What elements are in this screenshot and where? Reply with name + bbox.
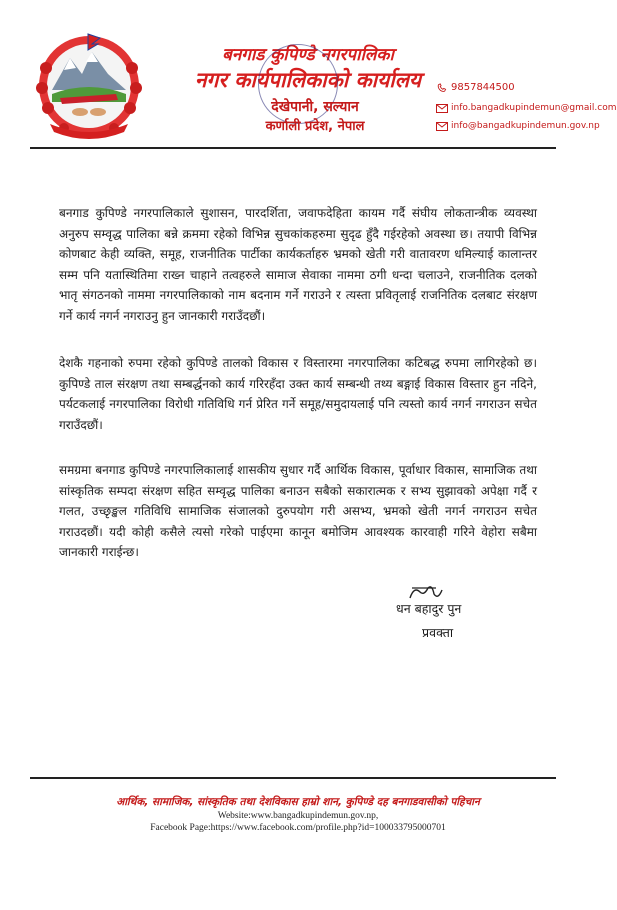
footer-divider [30,777,556,779]
phone-contact [436,82,515,93]
email-icon [436,122,448,131]
footer-slogan: आर्थिक, सामाजिक, सांस्कृतिक तथा देशविकास हाम्रो शान, कुपिण्डे दह बनगाडवासीको पहिचान [116,796,480,808]
body-paragraph-2: देशकै गहनाको रुपमा रहेको कुपिण्डे तालको विकास र विस्तारमा नगरपालिका कटिबद्ध रुपमा लागिरहेको छ। कुपिण्डे ताल संरक्षण तथा सम्बर्द्धनको कार्य गरिरहँदा उक्त कार्य सम्बन्धी तथ्य बङ्गाई विकास विस्तार हुन नदिने, पर्यटकलाई नगरपालिका विरोधी गतिविधि गर्न प्रेरित गर्ने समूह/समुदायलाई पनि त्यस्तो कार्य नगर्न नगराउन सचेत गराउँदछौं। [59,356,537,432]
header-divider [30,147,556,149]
office-location: देखेपानी, सल्यान [271,99,359,115]
municipality-name: बनगाड कुपिण्डे नगरपालिका [222,45,394,65]
email-address-gmail[interactable]: info.bangadkupindemun@gmail.com [451,103,617,113]
email-contact-official[interactable] [436,121,600,131]
signatory-role: प्रवक्ता [422,625,454,640]
phone-icon [436,83,448,92]
footer-facebook[interactable]: Facebook Page:https://www.facebook.com/profile.php?id=100033795000701 [150,823,446,833]
email-icon [436,104,448,113]
email-contact-gmail[interactable] [436,103,617,113]
body-paragraph-3: समग्रमा बनगाड कुपिण्डे नगरपालिकालाई शासकीय सुधार गर्दै आर्थिक विकास, पूर्वाधार विकास, सामाजिक तथा सांस्कृतिक सम्पदा संरक्षण सहित सम्वृद्ध पालिका बनाउन सबैको सकारात्मक र सभ्य सुझावको अपेक्षा गर्दै र गलत, उच्छृङ्खल गतिविधि सामाजिक संजालको दुरुपयोग गरी असभ्य, भ्रमको खेती नगर्न नगराउन सचेत गराउदछौं। यदी कोही कसैले त्यसो गरेको पाईएमा कानून बमोजिम आवश्यक कारवाही गरिने वेहोरा सबैमा जानकारी गराईन्छ। [59,463,537,560]
email-address-official[interactable]: info@bangadkupindemun.gov.np [451,121,600,131]
phone-number: 9857844500 [451,82,515,93]
body-paragraph-1: बनगाड कुपिण्डे नगरपालिकाले सुशासन, पारदर्शिता, जवाफदेहिता कायम गर्दै संघीय लोकतान्त्रीक व्यवस्था अनुरुप सम्वृद्ध पालिका बन्ने क्रममा रहेको विभिन्न सुचकांकहरुमा सुदृढ हुँदै गईरहेको अवस्था छ। तयापी विभिन्न कोणबाट केही व्यक्ति, समूह, राजनीतिक पार्टीका कार्यकर्ताहरु भ्रमको खेती गरी वातावरण धमिल्याई कालान्तर सम्म पनि यतास्थितिमा राख्न चाहाने तत्वहरुले सामाज सेवाका नाममा ठगी धन्दा चलाउने, राजनीतिक दलको भातृ संगठनको नाममा नगरपालिकाको नाम बदनाम गर्ने गराउने र त्यस्ता प्रवितृलाई राजनितिक दलबाट संरक्षण गर्ने कार्य नगर्न नगराउनु हुन जानकारी गराउँदछौं। [59,206,537,323]
footer-website[interactable]: Website:www.bangadkupindemun.gov.np, [217,811,379,821]
office-name: नगर कार्यपालिकाको कार्यालय [194,68,422,92]
province-country: कर्णाली प्रदेश, नेपाल [265,119,365,134]
signatory-name: धन बहादुर पुन [396,601,462,616]
nepal-government-emblem [30,28,148,140]
